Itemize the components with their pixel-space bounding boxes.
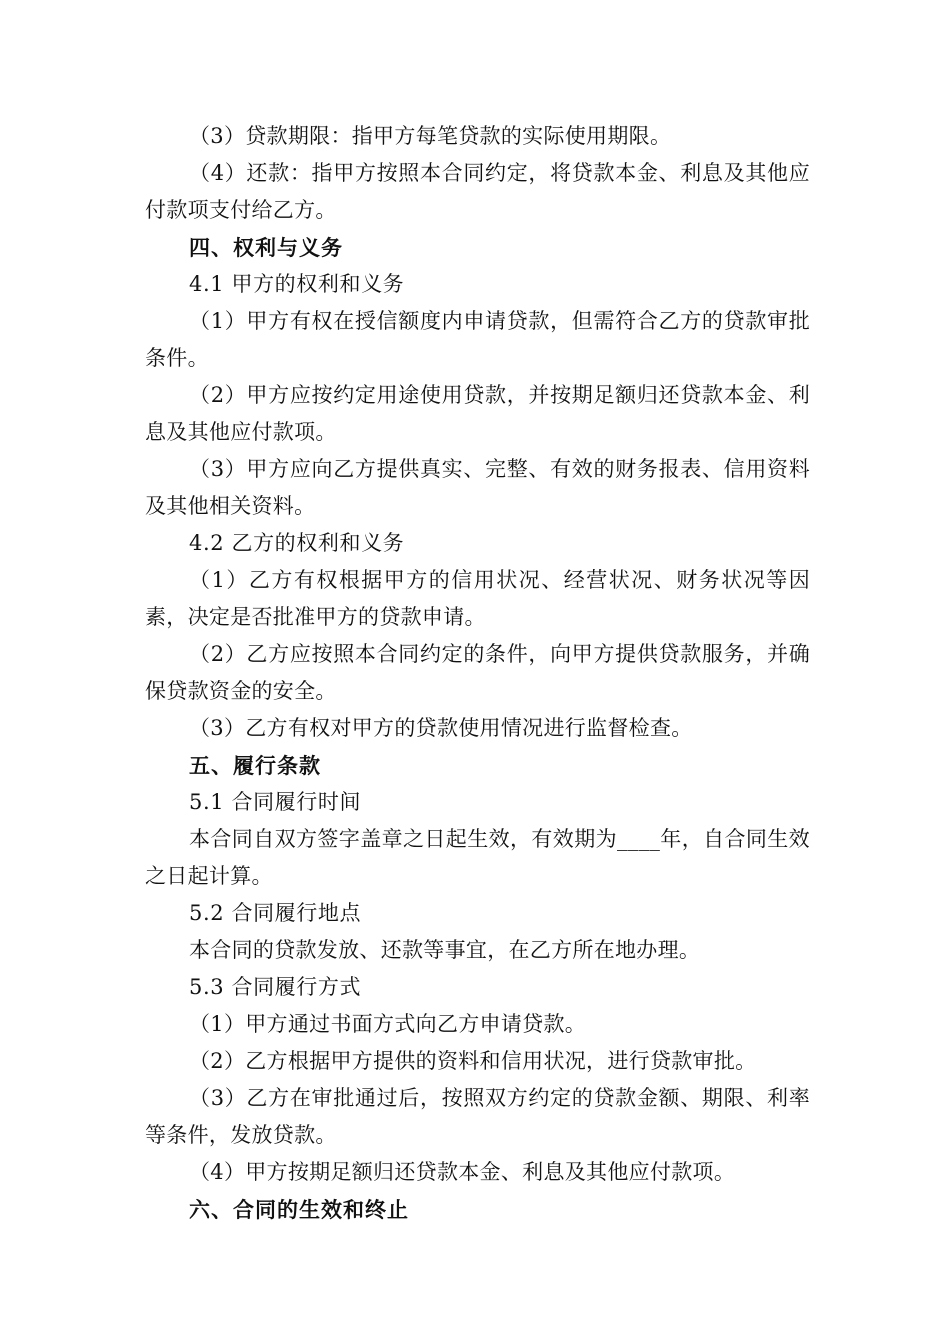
section-heading-performance-terms: 五、履行条款	[189, 753, 321, 778]
subsection-heading-4-1: 4.1 甲方的权利和义务	[189, 272, 405, 296]
paragraph-5-3-item-3: （3）乙方在审批通过后，按照双方约定的贷款金额、期限、利率等条件，发放贷款。	[145, 1086, 810, 1147]
paragraph-5-2-body: 本合同的贷款发放、还款等事宜，在乙方所在地办理。	[189, 938, 701, 962]
section-heading-rights-obligations: 四、权利与义务	[189, 235, 343, 260]
document-body	[145, 118, 810, 1228]
paragraph-5-3-item-1: （1）甲方通过书面方式向乙方申请贷款。	[189, 1012, 587, 1036]
paragraph-4-2-item-1: （1）乙方有权根据甲方的信用状况、经营状况、财务状况等因素，决定是否批准甲方的贷款申请。	[145, 568, 810, 629]
paragraph-5-3-item-4: （4）甲方按期足额归还贷款本金、利息及其他应付款项。	[189, 1160, 736, 1184]
subsection-heading-4-2: 4.2 乙方的权利和义务	[189, 531, 405, 555]
paragraph-4-2-item-2: （2）乙方应按照本合同约定的条件，向甲方提供贷款服务，并确保贷款资金的安全。	[145, 642, 810, 703]
subsection-heading-5-1: 5.1 合同履行时间	[189, 790, 362, 814]
paragraph-loan-term: （3）贷款期限：指甲方每笔贷款的实际使用期限。	[189, 124, 672, 148]
subsection-heading-5-2: 5.2 合同履行地点	[189, 901, 362, 925]
section-heading-effect-termination: 六、合同的生效和终止	[189, 1197, 409, 1222]
paragraph-4-1-item-3: （3）甲方应向乙方提供真实、完整、有效的财务报表、信用资料及其他相关资料。	[145, 457, 810, 518]
paragraph-5-1-body: 本合同自双方签字盖章之日起生效，有效期为____年，自合同生效之日起计算。	[145, 827, 810, 888]
paragraph-5-3-item-2: （2）乙方根据甲方提供的资料和信用状况，进行贷款审批。	[189, 1049, 757, 1073]
paragraph-repayment: （4）还款：指甲方按照本合同约定，将贷款本金、利息及其他应付款项支付给乙方。	[145, 161, 810, 222]
paragraph-4-1-item-2: （2）甲方应按约定用途使用贷款，并按期足额归还贷款本金、利息及其他应付款项。	[145, 383, 810, 444]
subsection-heading-5-3: 5.3 合同履行方式	[189, 975, 362, 999]
paragraph-4-2-item-3: （3）乙方有权对甲方的贷款使用情况进行监督检查。	[189, 716, 693, 740]
paragraph-4-1-item-1: （1）甲方有权在授信额度内申请贷款，但需符合乙方的贷款审批条件。	[145, 309, 810, 370]
